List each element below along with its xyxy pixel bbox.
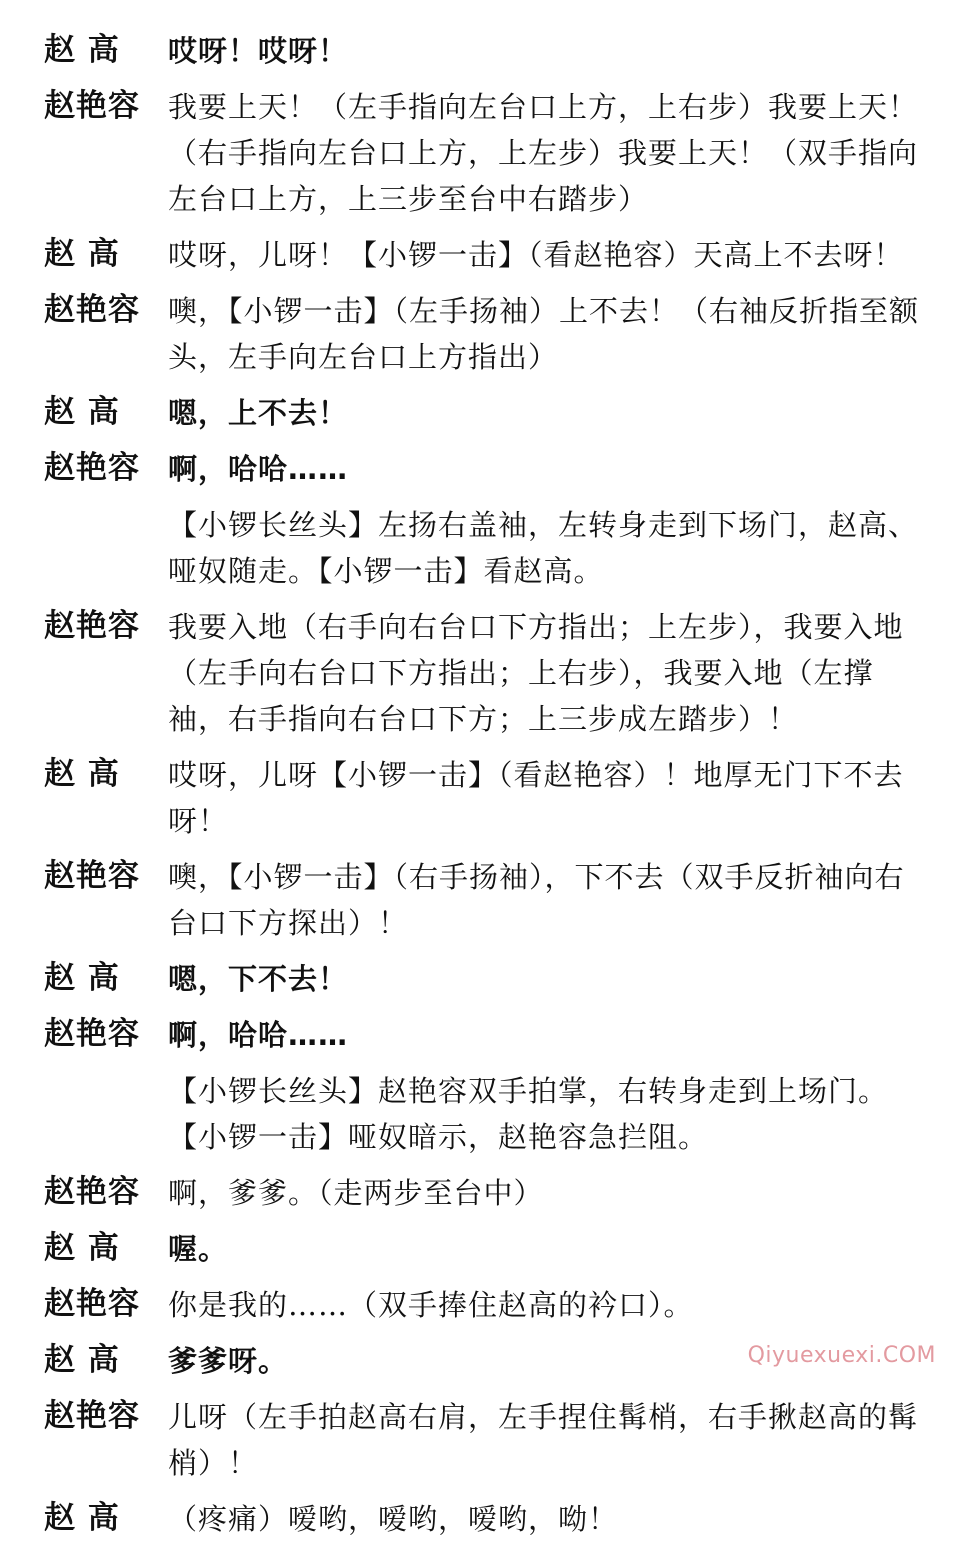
dialogue-text: 啊，哈哈……	[168, 452, 349, 486]
speaker-name: 赵 高	[44, 32, 120, 68]
dialogue-text: 喔。	[168, 1232, 229, 1266]
script-line	[44, 288, 924, 380]
speaker-name: 赵 高	[44, 1342, 120, 1378]
dialogue-text: （疼痛）嗳哟，嗳哟，嗳哟，呦！	[168, 1502, 619, 1536]
speaker-name: 赵艳容	[44, 292, 140, 328]
script-line	[44, 752, 924, 844]
stage-direction	[44, 1068, 924, 1160]
dialogue-text: 噢，【小锣一击】（左手扬袖）上不去！（右袖反折指至额头，左手向左台口上方指出）	[168, 294, 920, 374]
dialogue-text: 噢，【小锣一击】（右手扬袖），下不去（双手反折袖向右台口下方探出）！	[168, 860, 905, 940]
dialogue-text: 爹爹呀。	[168, 1344, 289, 1378]
stage-direction-text: 【小锣长丝头】左扬右盖袖，左转身走到下场门，赵高、哑奴随走。【小锣一击】看赵高。	[168, 508, 919, 588]
dialogue-text: 啊，爹爹。（走两步至台中）	[168, 1176, 544, 1210]
speaker-name: 赵 高	[44, 756, 120, 792]
dialogue-text: 你是我的……（双手捧住赵高的衿口）。	[168, 1288, 694, 1322]
dialogue-text: 嗯，上不去！	[168, 396, 349, 430]
speaker-name: 赵艳容	[44, 1286, 140, 1322]
speaker-name: 赵 高	[44, 960, 120, 996]
script-line	[44, 604, 924, 742]
script-line	[44, 390, 924, 436]
script-line	[44, 1496, 924, 1542]
stage-direction-text: 【小锣长丝头】赵艳容双手拍掌，右转身走到上场门。【小锣一击】哑奴暗示，赵艳容急拦阻。	[168, 1074, 889, 1154]
script-line	[44, 232, 924, 278]
dialogue-text: 我要入地（右手向右台口下方指出；上左步），我要入地（左手向右台口下方指出；上右步），我要入地（左撑袖，右手指向右台口下方；上三步成左踏步）！	[168, 610, 904, 736]
script-line	[44, 1394, 924, 1486]
speaker-name: 赵 高	[44, 1500, 120, 1536]
script-line	[44, 854, 924, 946]
speaker-name: 赵艳容	[44, 1174, 140, 1210]
script-body	[44, 28, 924, 1552]
speaker-name: 赵 高	[44, 394, 120, 430]
dialogue-text: 我要上天！（左手指向左台口上方，上右步）我要上天！（右手指向左台口上方，上左步）我要上天！（双手指向左台口上方，上三步至台中右踏步）	[168, 90, 919, 216]
script-line	[44, 956, 924, 1002]
speaker-name: 赵艳容	[44, 1398, 140, 1434]
script-line	[44, 1170, 924, 1216]
speaker-name: 赵艳容	[44, 450, 140, 486]
speaker-name: 赵 高	[44, 236, 120, 272]
speaker-name: 赵艳容	[44, 1016, 140, 1052]
site-watermark: Qiyuexuexi.COM	[747, 1343, 936, 1368]
script-line	[44, 1282, 924, 1328]
script-line	[44, 28, 924, 74]
speaker-name: 赵艳容	[44, 88, 140, 124]
speaker-name: 赵艳容	[44, 858, 140, 894]
script-line	[44, 84, 924, 222]
stage-direction	[44, 502, 924, 594]
dialogue-text: 哎呀！哎呀！	[168, 34, 349, 68]
dialogue-text: 哎呀，儿呀【小锣一击】（看赵艳容）！地厚无门下不去呀！	[168, 758, 904, 838]
script-line	[44, 1012, 924, 1058]
dialogue-text: 嗯，下不去！	[168, 962, 349, 996]
speaker-name: 赵 高	[44, 1230, 120, 1266]
script-line	[44, 446, 924, 492]
dialogue-text: 哎呀，儿呀！【小锣一击】（看赵艳容）天高上不去呀！	[168, 238, 904, 272]
dialogue-text: 儿呀（左手拍赵高右肩，左手捏住髯梢，右手揪赵高的髯梢）！	[168, 1400, 919, 1480]
script-line	[44, 1226, 924, 1272]
speaker-name: 赵艳容	[44, 608, 140, 644]
dialogue-text: 啊，哈哈……	[168, 1018, 349, 1052]
